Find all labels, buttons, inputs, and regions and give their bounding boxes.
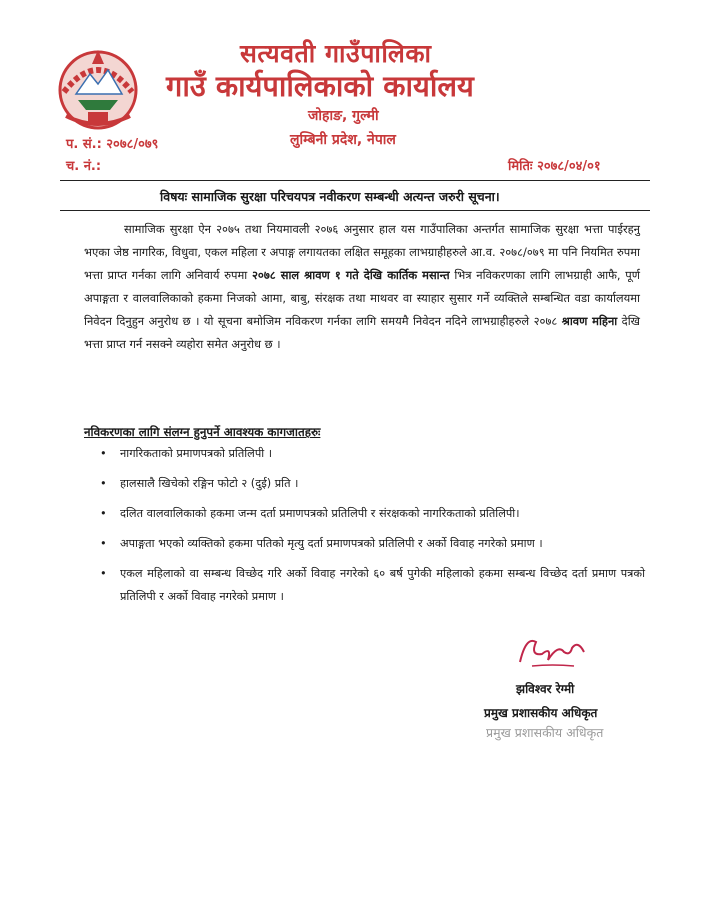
notice-body: सामाजिक सुरक्षा ऐन २०७५ तथा नियमावली २०७६ अनुसार हाल यस गाउँपालिका अन्तर्गत सामाजिक सुरक्षा भत्ता पाईरहनु भएका जेष्ठ नागरिक, विधुवा, एकल महिला र अपाङ्ग लगायतका लक्षित समूहका लाभग्राहीहरुले आ.व. २०७८/०७९ मा पनि नियमित रुपमा भत्ता प्राप्त गर्नका लागि अनिवार्य रुपमा २०७८ साल श्रावण १ गते देखि कार्तिक मसान्त भित्र नविकरणका लागि लाभग्राही आफै, पूर्ण अपाङ्गता र वालवालिकाको हकमा निजको आमा, बाबु, संरक्षक तथा माथवर वा स्याहार सुसार गर्ने व्यक्तिले सम्बन्धित वडा कार्यालयमा निवेदन दिनुहुन अनुरोध छ । यो सूचना बमोजिम नविकरण गर्नका लागि समयमै निवेदन नदिने लाभग्राहीहरुले २०७८ श्रावण महिना देखि भत्ता प्राप्त गर्न नसक्ने व्यहोरा समेत अनुरोध छ ।	[84, 222, 640, 351]
reference-number: प. सं.: २०७८/०७९	[66, 137, 159, 152]
list-item: • एकल महिलाको वा सम्बन्ध विच्छेद गरि अर्को विवाह नगरेको ६० बर्ष पुगेकी महिलाको हकमा सम्बन्ध विच्छेद दर्ता प्रमाण पत्रको प्रतिलिपी र अर्को विवाह नगरेको प्रमाण ।	[100, 562, 645, 608]
bullet-icon: •	[100, 567, 107, 580]
list-item: • नागरिकताको प्रमाणपत्रको प्रतिलिपी ।	[100, 442, 645, 465]
nepal-emblem-icon	[52, 40, 144, 132]
bullet-icon: •	[100, 477, 107, 490]
list-item: • हालसालै खिचेको रङ्गिन फोटो २ (दुई) प्रति ।	[100, 472, 645, 495]
municipality-name: सत्यवती गाउँपालिका	[240, 39, 432, 68]
official-stamp: प्रमुख प्रशासकीय अधिकृत	[486, 725, 604, 740]
bullet-icon: •	[100, 507, 107, 520]
list-item: • अपाङ्गता भएको व्यक्तिको हकमा पतिको मृत्यु दर्ता प्रमाणपत्रको प्रतिलिपी र अर्को विवाह नगरेको प्रमाण ।	[100, 532, 645, 555]
dispatch-number: च. नं.:	[66, 159, 102, 174]
list-item: • दलित वालवालिकाको हकमा जन्म दर्ता प्रमाणपत्रको प्रतिलिपी र संरक्षकको नागरिकताको प्रतिलिपी।	[100, 502, 645, 525]
bullet-icon: •	[100, 447, 107, 460]
subject-line: विषयः सामाजिक सुरक्षा परिचयपत्र नवीकरण सम्बन्धी अत्यन्त जरुरी सूचना।	[160, 189, 500, 204]
letter-date: मितिः २०७८/०४/०१	[508, 159, 601, 174]
required-documents-title: नविकरणका लागि संलग्न हुनुपर्ने आवश्यक कागजातहरुः	[84, 425, 321, 439]
address-line-2: लुम्बिनी प्रदेश, नेपाल	[290, 132, 396, 148]
office-name: गाउँ कार्यपालिकाको कार्यालय	[166, 69, 474, 103]
bullet-icon: •	[100, 537, 107, 550]
signatory-title: प्रमुख प्रशासकीय अधिकृत	[484, 706, 598, 720]
subject-divider	[60, 210, 650, 211]
address-line-1: जोहाङ, गुल्मी	[308, 108, 379, 124]
required-documents-list	[100, 442, 645, 615]
handwritten-signature-icon	[512, 626, 592, 676]
header-divider	[60, 180, 650, 181]
signatory-name: झविश्वर रेग्मी	[516, 682, 575, 696]
